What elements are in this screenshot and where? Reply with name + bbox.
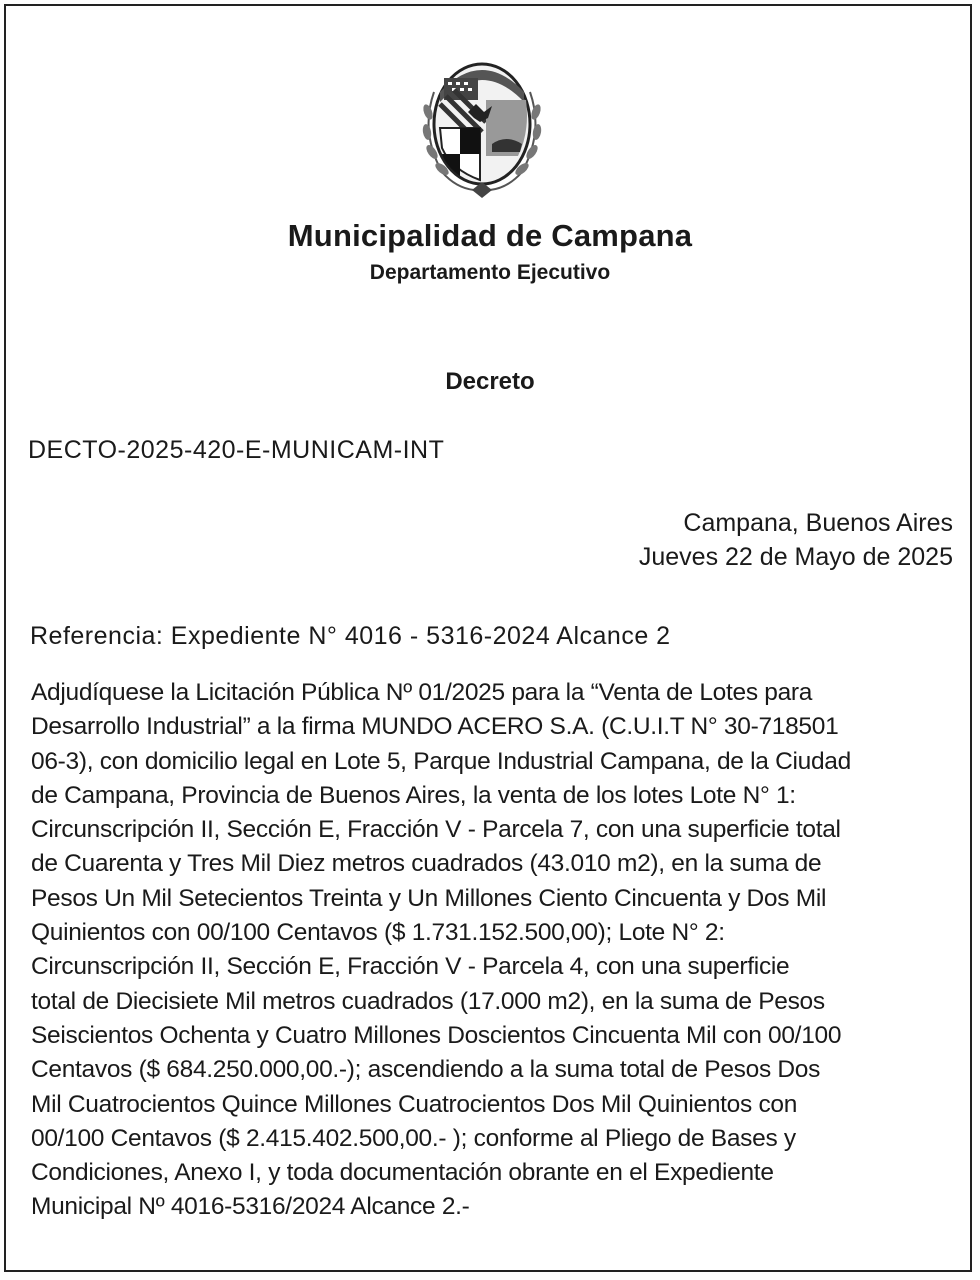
body-line: 06-3), con domicilio legal en Lote 5, Parque Industrial Campana, de la Ciudad: [31, 747, 851, 775]
body-line: Circunscripción II, Sección E, Fracción V - Parcela 7, con una superficie total: [31, 816, 841, 844]
body-line: Condiciones, Anexo I, y toda documentación obrante en el Expediente: [31, 1159, 774, 1187]
body-line: Municipal Nº 4016-5316/2024 Alcance 2.-: [31, 1193, 470, 1221]
date-line: Jueves 22 de Mayo de 2025: [638, 543, 953, 571]
coat-of-arms-icon: [414, 52, 550, 202]
body-line: Centavos ($ 684.250.000,00.-); ascendiendo a la suma total de Pesos Dos: [31, 1056, 821, 1084]
body-line: Pesos Un Mil Setecientos Treinta y Un Millones Ciento Cincuenta y Dos Mil: [31, 884, 827, 912]
body-line: Adjudíquese la Licitación Pública Nº 01/2025 para la “Venta de Lotes para: [31, 679, 813, 706]
document-type-heading: Decreto: [445, 368, 535, 395]
body-line: Quinientos con 00/100 Centavos ($ 1.731.152.500,00); Lote N° 2:: [31, 919, 725, 947]
place-and-date: [639, 506, 953, 574]
decree-code: DECTO-2025-420-E-MUNICAM-INT: [28, 436, 445, 464]
body-line: Mil Cuatrocientos Quince Millones Cuatrocientos Dos Mil Quinientos con: [31, 1090, 798, 1118]
body-line: Desarrollo Industrial” a la firma MUNDO ACERO S.A. (C.U.I.T N° 30-718501: [31, 713, 839, 741]
reference-line: Referencia: Expediente N° 4016 - 5316-2024 Alcance 2: [30, 622, 671, 650]
organization-title: Municipalidad de Campana: [287, 218, 693, 253]
body-line: Seiscientos Ochenta y Cuatro Millones Doscientos Cincuenta Mil con 00/100: [31, 1021, 842, 1049]
body-line: de Cuarenta y Tres Mil Diez metros cuadrados (43.010 m2), en la suma de: [31, 850, 822, 878]
body-line: total de Diecisiete Mil metros cuadrados (17.000 m2), en la suma de Pesos: [31, 987, 825, 1015]
place-line: Campana, Buenos Aires: [683, 509, 953, 537]
decree-body: [31, 676, 971, 1225]
body-line: 00/100 Centavos ($ 2.415.402.500,00.- ); conforme al Pliego de Bases y: [31, 1124, 796, 1152]
department-subtitle: Departamento Ejecutivo: [369, 261, 611, 284]
body-line: Circunscripción II, Sección E, Fracción V - Parcela 4, con una superficie: [31, 953, 790, 981]
body-line: de Campana, Provincia de Buenos Aires, la venta de los lotes Lote N° 1:: [31, 781, 796, 809]
